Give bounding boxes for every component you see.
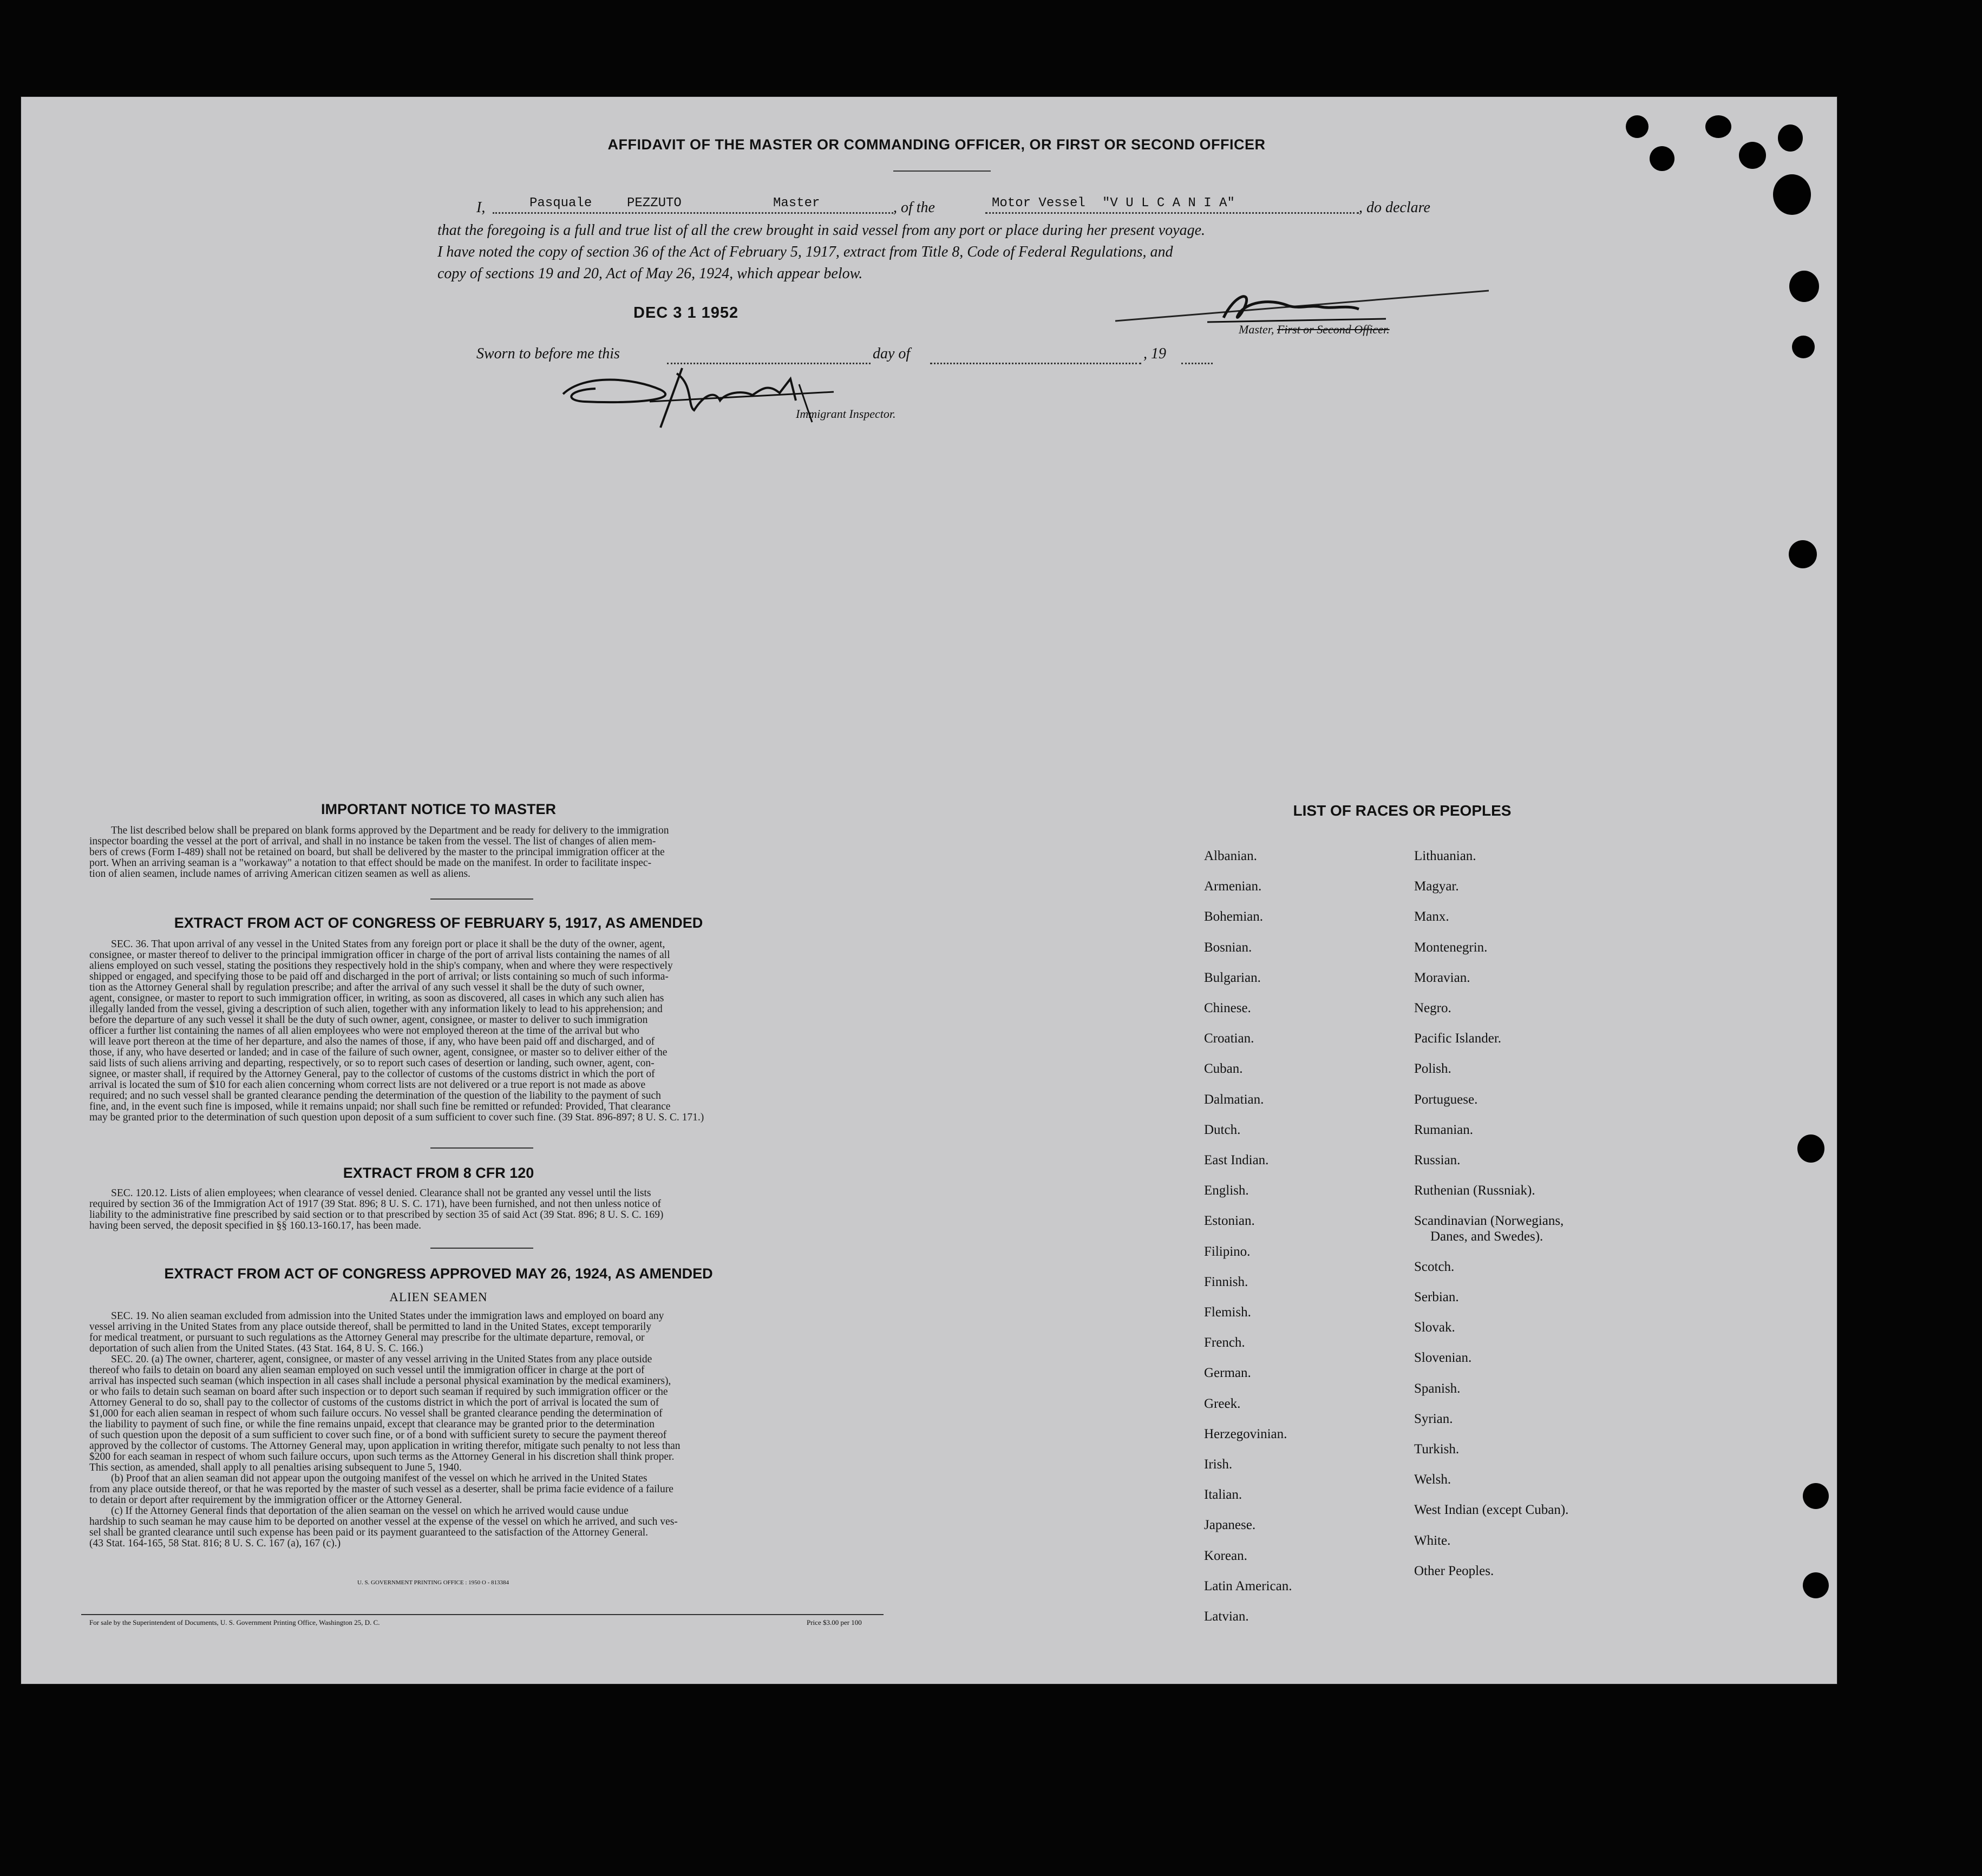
notice-rule bbox=[430, 898, 533, 900]
notice-body bbox=[89, 825, 874, 880]
footer-left: For sale by the Superintendent of Documents, U. S. Government Printing Office, Washington 25, D. C. bbox=[89, 1618, 380, 1626]
master-name-line bbox=[493, 212, 893, 214]
extract-1924-line: $1,000 for each alien seaman in respect of whom such failure occurs. No vessel shall be granted clearance pending the determination of bbox=[89, 1408, 663, 1419]
race-item: Pacific Islander. bbox=[1414, 1031, 1502, 1046]
sworn-year-line bbox=[1181, 363, 1213, 364]
affidavit-line-3: I have noted the copy of section 36 of the Act of February 5, 1917, extract from Title 8, Code of Federal Regulations, and bbox=[437, 244, 1173, 260]
race-item: Bohemian. bbox=[1204, 909, 1264, 924]
race-item: Montenegrin. bbox=[1414, 940, 1488, 955]
extract-1924-line: to detain or deport after requirement by the immigration officer or the Attorney General. bbox=[89, 1494, 462, 1506]
extract-1917-line: officer a further list containing the names of all alien employees who were not employed thereon at the time of the arrival but who bbox=[89, 1025, 640, 1037]
master-rank: Master bbox=[773, 196, 820, 211]
notice-line: The list described below shall be prepared on blank forms approved by the Department and be ready for delivery to the immigration bbox=[111, 825, 669, 836]
race-item: Manx. bbox=[1414, 909, 1449, 924]
race-item: Armenian. bbox=[1204, 879, 1262, 894]
notice-line: inspector boarding the vessel at the port of arrival, and shall in no instance be taken from the vessel. The list of changes of alien mem- bbox=[89, 836, 656, 847]
extract-1917-line: agent, consignee, or master to report to such immigration officer, in writing, as soon as discovered, all cases in which any such alien has bbox=[89, 993, 664, 1004]
extract-1924-line: deportation of such alien from the United States. (43 Stat. 164, 8 U. S. C. 166.) bbox=[89, 1343, 423, 1354]
punch-hole bbox=[1739, 142, 1766, 169]
race-item: Filipino. bbox=[1204, 1244, 1251, 1259]
extract-1917-line: before the departure of any such vessel it shall be the duty of such owner, agent, consignee, or master to deliver to such immigration bbox=[89, 1014, 648, 1026]
extract-1917-rule bbox=[430, 1147, 533, 1149]
race-item: Ruthenian (Russniak). bbox=[1414, 1183, 1535, 1198]
extract-1917-line: shipped or engaged, and specifying those to be paid off and discharged in the port of arrival; or lists containing so much of such informa- bbox=[89, 971, 669, 982]
race-item: West Indian (except Cuban). bbox=[1414, 1503, 1569, 1518]
vessel-type: Motor Vessel bbox=[992, 196, 1085, 211]
punch-hole bbox=[1705, 115, 1731, 138]
race-item: Irish. bbox=[1204, 1457, 1233, 1472]
vessel-name: "V U L C A N I A" bbox=[1102, 196, 1235, 211]
extract-cfr-line: liability to the administrative fine prescribed by said section or to that prescribed by section 35 of said Act (39 Stat. 896; 8 U. S. C. 169) bbox=[89, 1209, 664, 1221]
master-surname: PEZZUTO bbox=[627, 196, 682, 211]
extract-1924-line: from any place outside thereof, or that he was reported by the master of such vessel as a deserter, shall be prima facie evidence of a failure bbox=[89, 1484, 673, 1495]
extract-cfr-line: having been served, the deposit specified in §§ 160.13-160.17, has been made. bbox=[89, 1220, 422, 1231]
race-item: Chinese. bbox=[1204, 1001, 1251, 1015]
extract-1917-line: SEC. 36. That upon arrival of any vessel in the United States from any foreign port or place it shall be the duty of the owner, agent, bbox=[111, 939, 665, 950]
punch-hole bbox=[1773, 174, 1811, 215]
do-declare-text: , do declare bbox=[1359, 199, 1430, 216]
extract-1924-line: thereof who fails to detain on board any alien seaman employed on such vessel until the immigration officer in charge at the port of bbox=[89, 1365, 645, 1376]
extract-cfr-title: EXTRACT FROM 8 CFR 120 bbox=[343, 1165, 534, 1181]
race-item: Welsh. bbox=[1414, 1472, 1451, 1487]
race-item: Flemish. bbox=[1204, 1305, 1251, 1320]
race-item: Bulgarian. bbox=[1204, 970, 1261, 985]
extract-1917-line: those, if any, who have deserted or landed; and in case of the failure of such owner, agent, consignee, or master so to deliver either of the bbox=[89, 1047, 668, 1058]
extract-1924-line: SEC. 19. No alien seaman excluded from admission into the United States under the immigration laws and employed on board any bbox=[111, 1310, 664, 1322]
printing-office-note: U. S. GOVERNMENT PRINTING OFFICE : 1950 O - 813384 bbox=[357, 1579, 509, 1586]
race-item: Slovenian. bbox=[1414, 1350, 1472, 1366]
race-item: Negro. bbox=[1414, 1001, 1451, 1015]
punch-hole bbox=[1792, 336, 1815, 358]
extract-1924-subtitle: ALIEN SEAMEN bbox=[389, 1290, 488, 1304]
extract-1924-line: This section, as amended, shall apply to all penalties arising subsequent to June 5, 1940. bbox=[89, 1462, 462, 1473]
race-item: Latin American. bbox=[1204, 1578, 1292, 1593]
extract-cfr-rule bbox=[430, 1248, 533, 1249]
sworn-text: Sworn to before me this bbox=[476, 345, 620, 362]
extract-1917-line: illegally landed from the vessel, giving a description of such alien, together with any information likely to lead to his apprehension; and bbox=[89, 1003, 663, 1015]
extract-1924-line: approved by the collector of customs. The Attorney General may, upon application in writing therefor, mitigate such penalty to not less than bbox=[89, 1440, 681, 1452]
extract-1917-line: will leave port thereon at the time of her departure, and also the names of those, if any, who have been paid off and discharged, and of bbox=[89, 1036, 655, 1047]
extract-1924-line: for medical treatment, or pursuant to such regulations as the Attorney General may prescribe for the ultimate departure, removal, or bbox=[89, 1332, 645, 1343]
extract-cfr-line: required by section 36 of the Immigration Act of 1917 (39 Stat. 896; 8 U. S. C. 171), have been furnished, and not then unless notice of bbox=[89, 1198, 662, 1210]
extract-1924-line: of such question upon the deposit of a sum sufficient to cover such fine, or of a bond with sufficient surety to secure the payment thereof bbox=[89, 1429, 667, 1441]
race-item: Latvian. bbox=[1204, 1609, 1249, 1624]
affidavit-line-2: that the foregoing is a full and true list of all the crew brought in said vessel from any port or place during her present voyage. bbox=[437, 222, 1206, 239]
caption-struck: First or Second Officer. bbox=[1277, 323, 1390, 336]
race-item: Finnish. bbox=[1204, 1274, 1248, 1289]
race-item: Albanian. bbox=[1204, 849, 1257, 863]
extract-1917-line: fine, and, in the event such fine is imposed, while it remains unpaid; nor shall such fine be remitted or refunded: Provided, That clearance bbox=[89, 1101, 671, 1112]
extract-1924-line: or who fails to detain such seaman on board after such inspection or to deport such seaman if required by such immigration officer or the bbox=[89, 1386, 668, 1398]
race-item: Magyar. bbox=[1414, 879, 1459, 894]
extract-1924-body bbox=[89, 1311, 874, 1549]
race-item: Dalmatian. bbox=[1204, 1092, 1264, 1107]
extract-1917-line: required; and no such vessel shall be granted clearance pending the determination of the question of the liability to the payment of such bbox=[89, 1090, 661, 1101]
extract-1924-line: $200 for each seaman in respect of whom such failure occurs, upon such terms as the Attorney General in his discretion shall think proper. bbox=[89, 1451, 675, 1462]
notice-line: bers of crews (Form I-489) shall not be retained on board, but shall be delivered by the master to the principal immigration officer at the bbox=[89, 847, 665, 858]
notice-title: IMPORTANT NOTICE TO MASTER bbox=[321, 801, 556, 817]
punch-hole bbox=[1650, 146, 1674, 171]
race-item: Other Peoples. bbox=[1414, 1563, 1494, 1578]
extract-1924-line: (b) Proof that an alien seaman did not appear upon the outgoing manifest of the vessel on which he arrived in the United States bbox=[111, 1473, 647, 1484]
extract-1917-body bbox=[89, 939, 874, 1123]
extract-1924-line: SEC. 20. (a) The owner, charterer, agent, consignee, or master of any vessel arriving in the United States from any place outside bbox=[111, 1354, 652, 1365]
extract-1917-line: may be granted prior to the determination of such question upon deposit of a sum sufficient to cover such fine. (39 Stat. 896-897; 8 U. S. C. 171.) bbox=[89, 1112, 704, 1123]
race-item: French. bbox=[1204, 1335, 1245, 1350]
extract-1917-line: aliens employed on such vessel, stating the positions they respectively hold in the ship's company, when and where they were respectively bbox=[89, 960, 673, 972]
punch-hole bbox=[1803, 1572, 1829, 1598]
extract-1917-line: said lists of such aliens arriving and departing, respectively, or so to report such cases of desertion or landing, such owner, agent, con- bbox=[89, 1058, 655, 1069]
race-item: Danes, and Swedes). bbox=[1430, 1229, 1543, 1244]
race-item: Greek. bbox=[1204, 1396, 1241, 1411]
race-item: Italian. bbox=[1204, 1487, 1242, 1503]
race-item: Syrian. bbox=[1414, 1411, 1453, 1426]
races-title: LIST OF RACES OR PEOPLES bbox=[1293, 802, 1512, 819]
punch-hole bbox=[1789, 271, 1819, 302]
race-item: Rumanian. bbox=[1414, 1122, 1474, 1137]
race-item: Scotch. bbox=[1414, 1259, 1455, 1274]
vessel-line bbox=[985, 212, 1359, 214]
date-stamp: DEC 3 1 1952 bbox=[633, 304, 739, 322]
race-item: Spanish. bbox=[1414, 1381, 1461, 1396]
signature-caption bbox=[1239, 323, 1390, 337]
race-item: Cuban. bbox=[1204, 1061, 1243, 1077]
inspector-caption: Immigrant Inspector. bbox=[796, 407, 896, 421]
race-item: White. bbox=[1414, 1533, 1451, 1548]
race-item: English. bbox=[1204, 1183, 1249, 1198]
race-item: Moravian. bbox=[1414, 970, 1470, 985]
race-item: Serbian. bbox=[1414, 1290, 1459, 1304]
extract-1917-line: tion as the Attorney General shall by regulation prescribe; and after the arrival of any such vessel it shall be the duty of such owner, bbox=[89, 982, 645, 993]
punch-hole bbox=[1778, 124, 1803, 152]
race-item: Dutch. bbox=[1204, 1122, 1241, 1137]
extract-1924-line: vessel arriving in the United States from any place outside thereof, shall be permitted to land in the United States, except temporarily bbox=[89, 1321, 652, 1333]
extract-1924-line: arrival has inspected such seaman (which inspection in all cases shall include a personal physical examination by the medical examiners), bbox=[89, 1375, 671, 1387]
race-item: Slovak. bbox=[1414, 1320, 1455, 1335]
race-item: East Indian. bbox=[1204, 1153, 1269, 1167]
race-item: Bosnian. bbox=[1204, 940, 1252, 955]
title-rule bbox=[893, 170, 991, 172]
extract-1924-line: (43 Stat. 164-165, 58 Stat. 816; 8 U. S. C. 167 (a), 167 (c).) bbox=[89, 1538, 341, 1549]
race-item: Lithuanian. bbox=[1414, 849, 1476, 863]
year-text: , 19 bbox=[1143, 345, 1166, 362]
race-item: Portuguese. bbox=[1414, 1092, 1478, 1107]
extract-1924-line: the liability to payment of such fine, or while the fine remains unpaid, except that clearance may be granted prior to the determination bbox=[89, 1419, 655, 1430]
extract-1917-line: signee, or master shall, if required by the Attorney General, pay to the collector of customs of the customs district in which the port of bbox=[89, 1068, 655, 1080]
race-item: Polish. bbox=[1414, 1061, 1451, 1077]
affidavit-title: AFFIDAVIT OF THE MASTER OR COMMANDING OFFICER, OR FIRST OR SECOND OFFICER bbox=[607, 136, 1266, 153]
race-item: Turkish. bbox=[1414, 1442, 1460, 1457]
notice-line: tion of alien seamen, include names of arriving American citizen seamen as well as aliens. bbox=[89, 868, 470, 880]
punch-hole bbox=[1803, 1483, 1829, 1509]
of-the-text: , of the bbox=[893, 199, 935, 216]
punch-hole bbox=[1797, 1134, 1824, 1163]
race-item: Croatian. bbox=[1204, 1031, 1254, 1046]
extract-1924-line: Attorney General to do so, shall pay to the collector of customs of the customs district in which the port of arrival is located the sum of bbox=[89, 1397, 659, 1408]
extract-1924-line: (c) If the Attorney General finds that deportation of the alien seaman on the vessel on which he arrived would cause undue bbox=[111, 1505, 629, 1517]
race-item: Estonian. bbox=[1204, 1214, 1255, 1229]
extract-1917-line: consignee, or master thereof to deliver to the principal immigration officer in charge of the port of arrival lists containing the names of all bbox=[89, 949, 670, 961]
lead-i: I, bbox=[476, 199, 486, 216]
sworn-month-line bbox=[930, 363, 1141, 364]
race-item: German. bbox=[1204, 1366, 1251, 1381]
affidavit-line-4: copy of sections 19 and 20, Act of May 26, 1924, which appear below. bbox=[437, 265, 863, 282]
caption-master: Master, bbox=[1239, 323, 1274, 336]
master-name: Pasquale bbox=[529, 196, 592, 211]
race-item: Korean. bbox=[1204, 1548, 1247, 1563]
extract-1917-title: EXTRACT FROM ACT OF CONGRESS OF FEBRUARY 5, 1917, AS AMENDED bbox=[174, 915, 703, 931]
extract-cfr-line: SEC. 120.12. Lists of alien employees; when clearance of vessel denied. Clearance shall not be granted any vessel until the lists bbox=[111, 1188, 651, 1199]
race-item: Japanese. bbox=[1204, 1518, 1256, 1533]
race-item: Russian. bbox=[1414, 1153, 1461, 1167]
race-item: Scandinavian (Norwegians, bbox=[1414, 1214, 1564, 1229]
punch-hole bbox=[1626, 115, 1649, 138]
extract-1917-line: arrival is located the sum of $10 for each alien concerning whom correct lists are not delivered or a true report is not made as above bbox=[89, 1079, 646, 1091]
extract-1924-title: EXTRACT FROM ACT OF CONGRESS APPROVED MAY 26, 1924, AS AMENDED bbox=[164, 1265, 713, 1282]
extract-1924-line: hardship to such seaman he may cause him to be deported on another vessel at the expense of the vessel on which he arrived, and such ves- bbox=[89, 1516, 678, 1527]
footer-rule bbox=[81, 1614, 884, 1615]
day-of-text: day of bbox=[873, 345, 911, 362]
extract-1924-line: sel shall be granted clearance until such expense has been paid or its payment guaranteed to the satisfaction of the Attorney General. bbox=[89, 1527, 649, 1538]
punch-hole bbox=[1789, 540, 1817, 568]
footer-right: Price $3.00 per 100 bbox=[807, 1618, 862, 1626]
notice-line: port. When an arriving seaman is a "workaway" a notation to that effect should be made on the manifest. In order to facilitate inspec- bbox=[89, 857, 652, 869]
extract-cfr-body bbox=[89, 1188, 874, 1231]
race-item: Herzegovinian. bbox=[1204, 1426, 1287, 1441]
